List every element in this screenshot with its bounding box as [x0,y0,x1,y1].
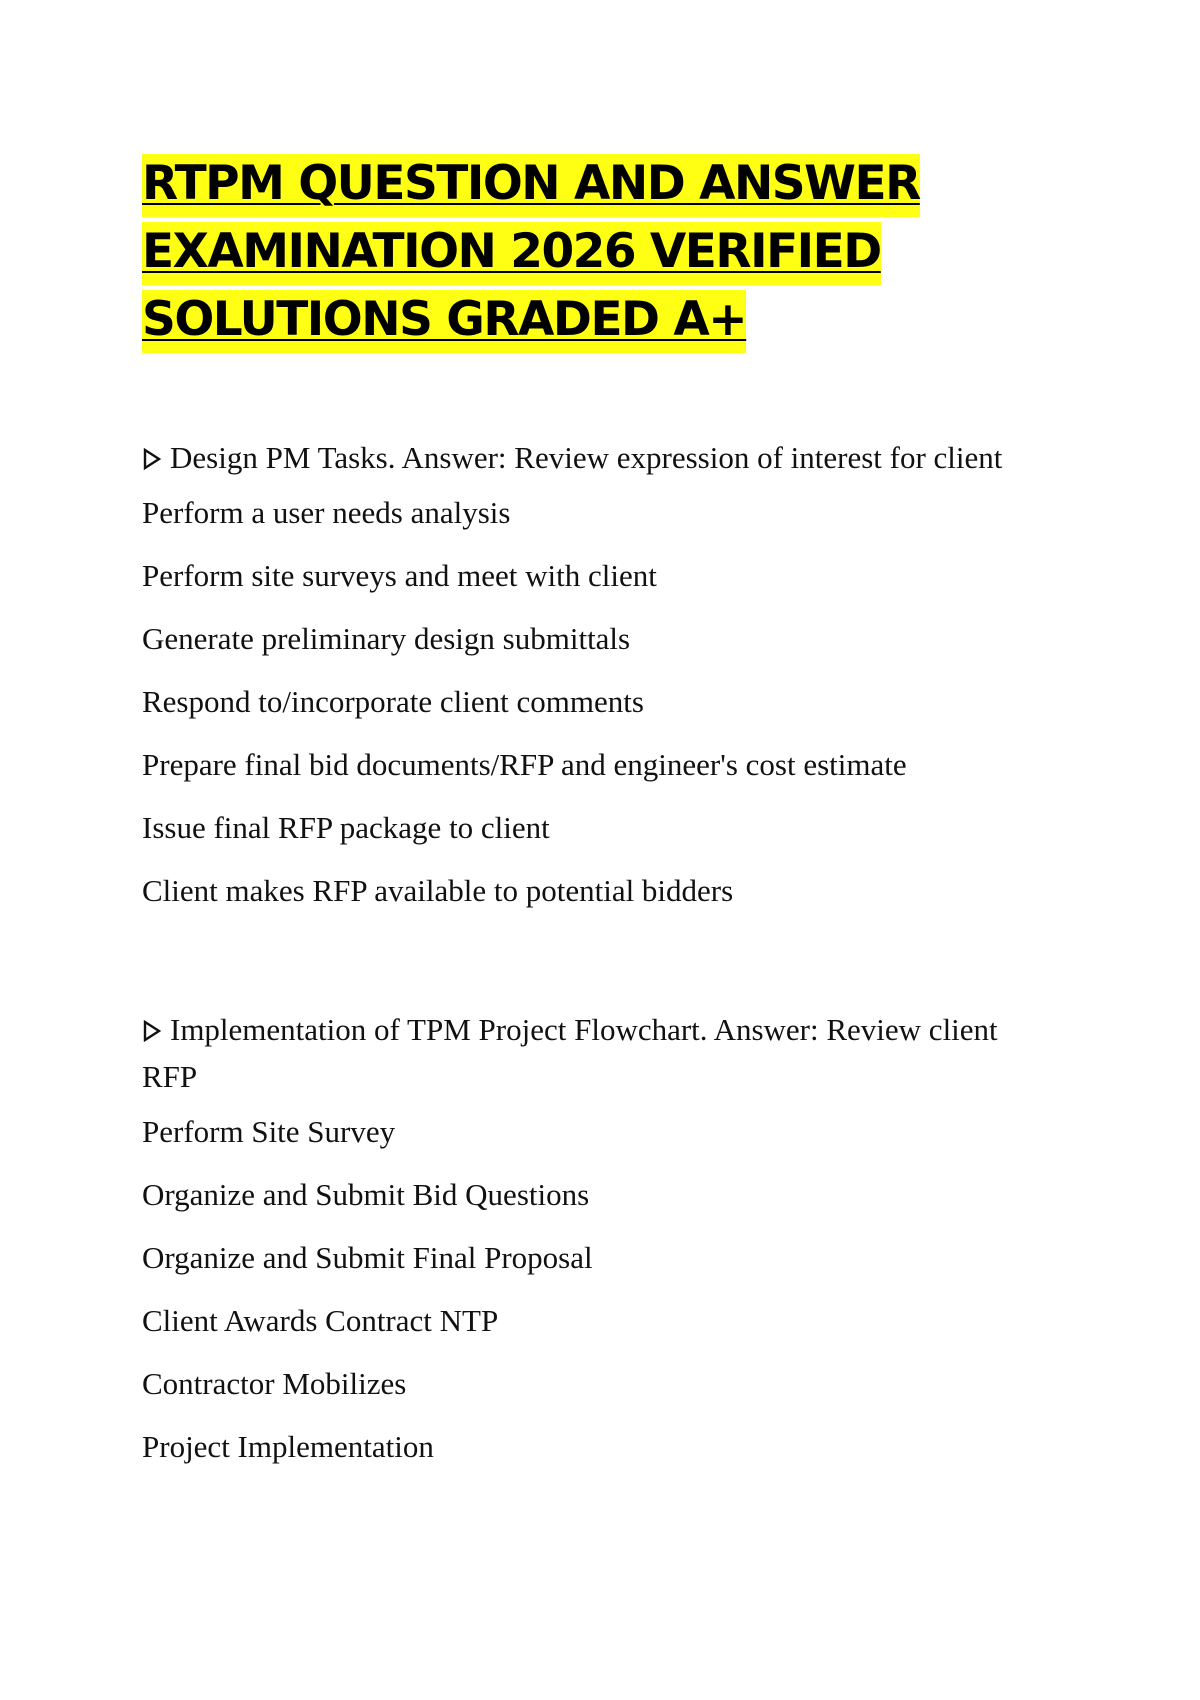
answer-line: Generate preliminary design submittals [142,621,631,656]
answer-line: Contractor Mobilizes [142,1366,407,1401]
triangle-bullet-icon [142,1020,162,1042]
answer-line: Organize and Submit Bid Questions [142,1177,590,1212]
answer-line: Client makes RFP available to potential bidders [142,873,734,908]
document-title [142,150,1072,354]
question-line [142,434,1042,481]
document-title-text: RTPM QUESTION AND ANSWER EXAMINATION 2026 VERIFIED SOLUTIONS GRADED A+ [142,154,920,353]
question-text: Implementation of TPM Project Flowchart. Answer: Review client RFP [142,1012,998,1094]
answer-line: Issue final RFP package to client [142,810,550,845]
qa-block-implementation-flowchart [142,1006,1042,1478]
question-text: Design PM Tasks. Answer: Review expression of interest for client [170,440,1003,475]
answer-line: Client Awards Contract NTP [142,1303,499,1338]
answer-line: Perform a user needs analysis [142,495,511,530]
answer-line: Organize and Submit Final Proposal [142,1240,593,1275]
question-line [142,1006,1042,1100]
answer-line: Perform Site Survey [142,1114,396,1149]
qa-block-design-pm-tasks [142,434,1042,922]
answer-line: Project Implementation [142,1429,434,1464]
answer-line: Respond to/incorporate client comments [142,684,644,719]
triangle-bullet-icon [142,448,162,470]
answer-line: Prepare final bid documents/RFP and engineer's cost estimate [142,747,907,782]
answer-line: Perform site surveys and meet with client [142,558,657,593]
